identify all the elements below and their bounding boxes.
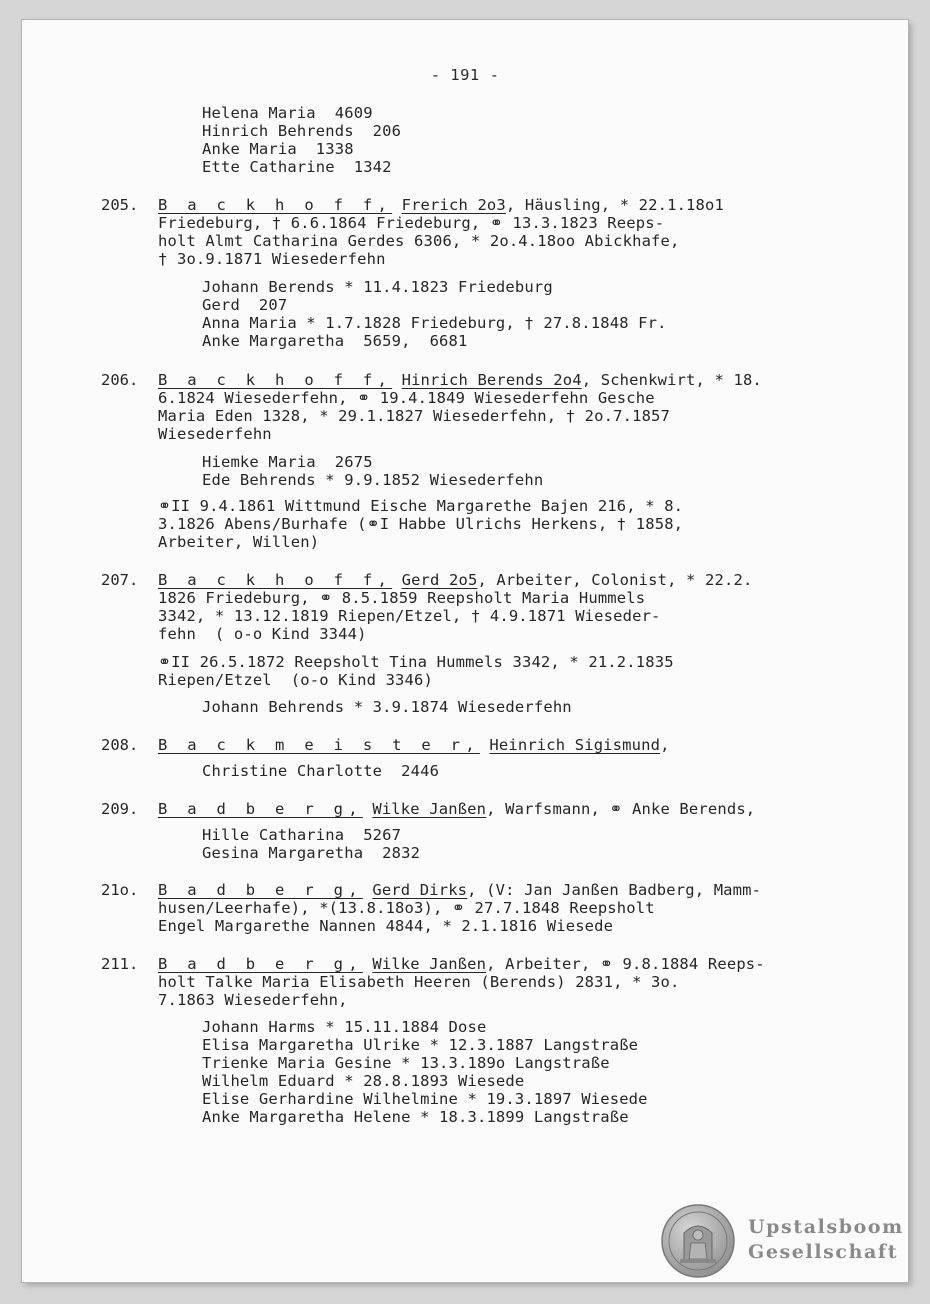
heading-rest: , Arbeiter, ⚭ 9.8.1884 Reeps- xyxy=(486,955,765,973)
given-name: Wilke Janßen xyxy=(372,800,487,818)
entry-number: 211. xyxy=(101,955,139,973)
surname: B a c k h o f f, xyxy=(158,571,393,589)
list-item: Anke Margaretha 5659, 6681 xyxy=(202,332,468,350)
entry-line: 1826 Friedeburg, ⚭ 8.5.1859 Reepsholt Maria Hummels xyxy=(158,589,646,607)
heading-rest: , xyxy=(660,736,670,754)
list-item: Ette Catharine 1342 xyxy=(202,158,392,176)
entry-heading xyxy=(158,955,765,973)
list-item: Hinrich Behrends 206 xyxy=(202,122,402,140)
entry-heading xyxy=(158,196,724,214)
entry-line: 3342, * 13.12.1819 Riepen/Etzel, † 4.9.1871 Wieseder- xyxy=(158,607,661,625)
logo-line-1: Upstalsboom xyxy=(748,1216,904,1238)
entry-number: 205. xyxy=(101,196,139,214)
entry-line: 3.1826 Abens/Burhafe (⚭I Habbe Ulrichs Herkens, † 1858, xyxy=(158,515,684,533)
entry-heading xyxy=(158,371,762,389)
list-item: Helena Maria 4609 xyxy=(202,104,373,122)
entry-line: fehn ( o-o Kind 3344) xyxy=(158,625,367,643)
list-item: Elisa Margaretha Ulrike * 12.3.1887 Langstraße xyxy=(202,1036,639,1054)
list-item: Anke Maria 1338 xyxy=(202,140,354,158)
given-name: Gerd Dirks xyxy=(372,881,468,899)
list-item: Christine Charlotte 2446 xyxy=(202,762,440,780)
list-item: Ede Behrends * 9.9.1852 Wiesederfehn xyxy=(202,471,544,489)
list-item: Anna Maria * 1.7.1828 Friedeburg, † 27.8.1848 Fr. xyxy=(202,314,667,332)
entry-line: holt Almt Catharina Gerdes 6306, * 2o.4.18oo Abickhafe, xyxy=(158,232,680,250)
entry-number: 21o. xyxy=(101,881,139,899)
list-item: Johann Berends * 11.4.1823 Friedeburg xyxy=(202,278,553,296)
list-item: Anke Margaretha Helene * 18.3.1899 Langstraße xyxy=(202,1108,629,1126)
entry-line: holt Talke Maria Elisabeth Heeren (Berends) 2831, * 3o. xyxy=(158,973,680,991)
entry-number: 209. xyxy=(101,800,139,818)
heading-rest: , (V: Jan Janßen Badberg, Mamm- xyxy=(467,881,762,899)
seal-icon xyxy=(660,1203,736,1279)
entry-line: 7.1863 Wiesederfehn, xyxy=(158,991,348,1009)
entry-line: Friedeburg, † 6.6.1864 Friedeburg, ⚭ 13.3.1823 Reeps- xyxy=(158,214,665,232)
surname: B a c k m e i s t e r, xyxy=(158,736,480,754)
list-item: Trienke Maria Gesine * 13.3.189o Langstraße xyxy=(202,1054,610,1072)
page-number: - 191 - xyxy=(430,66,500,84)
entry-heading xyxy=(158,800,755,818)
entry-line: ⚭II 9.4.1861 Wittmund Eische Margarethe Bajen 216, * 8. xyxy=(158,497,684,515)
heading-rest: , Schenkwirt, * 18. xyxy=(581,371,762,389)
entry-line: Arbeiter, Willen) xyxy=(158,533,320,551)
list-item: Elise Gerhardine Wilhelmine * 19.3.1897 Wiesede xyxy=(202,1090,648,1108)
given-name: Frerich 2o3 xyxy=(401,196,506,214)
entry-line: Maria Eden 1328, * 29.1.1827 Wiesederfehn, † 2o.7.1857 xyxy=(158,407,671,425)
surname: B a d b e r g, xyxy=(158,800,363,818)
entry-number: 208. xyxy=(101,736,139,754)
entry-line: Wiesederfehn xyxy=(158,425,272,443)
entry-heading xyxy=(158,881,761,899)
list-item: Hille Catharina 5267 xyxy=(202,826,402,844)
entry-heading xyxy=(158,736,670,754)
entry-line: Riepen/Etzel (o-o Kind 3346) xyxy=(158,671,433,689)
list-item: Wilhelm Eduard * 28.8.1893 Wiesede xyxy=(202,1072,525,1090)
entry-number: 207. xyxy=(101,571,139,589)
list-item: Hiemke Maria 2675 xyxy=(202,453,373,471)
given-name: Wilke Janßen xyxy=(372,955,487,973)
list-item: Gesina Margaretha 2832 xyxy=(202,844,421,862)
heading-rest: , Häusling, * 22.1.18o1 xyxy=(505,196,724,214)
entry-line: ⚭II 26.5.1872 Reepsholt Tina Hummels 3342, * 21.2.1835 xyxy=(158,653,674,671)
entry-line: Engel Margarethe Nannen 4844, * 2.1.1816 Wiesede xyxy=(158,917,614,935)
given-name: Heinrich Sigismund xyxy=(489,736,661,754)
logo-line-2: Gesellschaft xyxy=(748,1241,899,1263)
heading-rest: , Warfsmann, ⚭ Anke Berends, xyxy=(486,800,756,818)
surname: B a d b e r g, xyxy=(158,881,363,899)
entry-line: 6.1824 Wiesederfehn, ⚭ 19.4.1849 Wiesederfehn Gesche xyxy=(158,389,655,407)
heading-rest: , Arbeiter, Colonist, * 22.2. xyxy=(477,571,753,589)
surname: B a d b e r g, xyxy=(158,955,363,973)
surname: B a c k h o f f, xyxy=(158,196,393,214)
list-item: Johann Harms * 15.11.1884 Dose xyxy=(202,1018,487,1036)
entry-line: husen/Leerhafe), *(13.8.18o3), ⚭ 27.7.1848 Reepsholt xyxy=(158,899,655,917)
given-name: Gerd 2o5 xyxy=(401,571,478,589)
entry-number: 206. xyxy=(101,371,139,389)
list-item: Johann Behrends * 3.9.1874 Wiesederfehn xyxy=(202,698,572,716)
given-name: Hinrich Berends 2o4 xyxy=(401,371,582,389)
entry-heading xyxy=(158,571,752,589)
society-logo xyxy=(660,1203,910,1283)
entry-line: † 3o.9.1871 Wiesederfehn xyxy=(158,250,386,268)
list-item: Gerd 207 xyxy=(202,296,288,314)
logo-text xyxy=(748,1215,904,1265)
surname: B a c k h o f f, xyxy=(158,371,393,389)
